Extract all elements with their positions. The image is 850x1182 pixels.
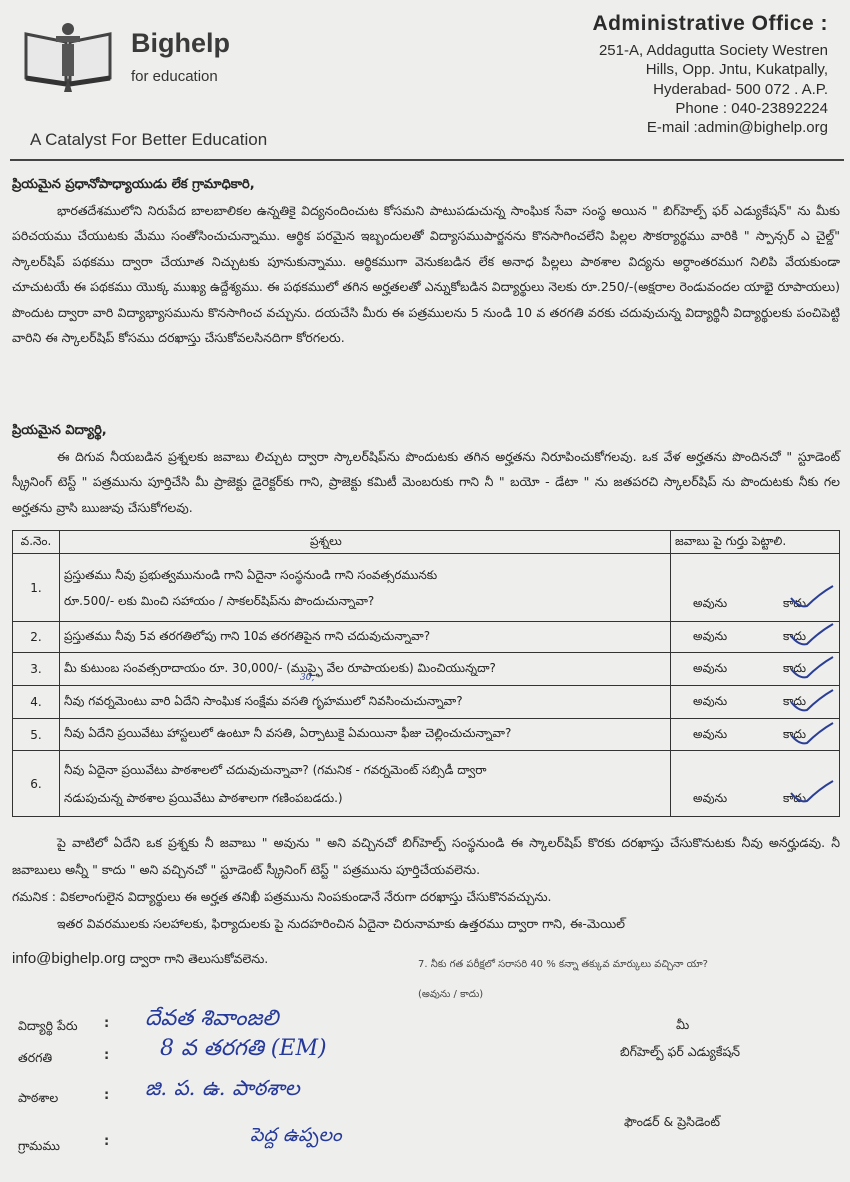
question-text: ప్రస్తుతము నీవు 5వ తరగతిలోపు గాని 10వ తరగతిపైన గాని చదువుచున్నావా? [60,622,671,653]
row-number: 1. [13,554,60,622]
table-row [13,751,840,817]
yes-option[interactable]: అవును [693,661,728,675]
field-colon: : [104,1048,110,1063]
no-option[interactable]: కాదు [783,694,807,708]
check-mark-icon [789,721,835,747]
check-mark-icon [789,622,835,648]
contact-email-line [12,950,268,970]
check-mark-icon [789,655,835,681]
village-value[interactable]: పెద్ద ఉప్పలం [250,1124,342,1146]
question-text: నడుపుచున్న పాఠశాల ప్రయివేటు పాఠశాలగా గణింపబడదు.) [64,790,343,805]
check-mark-icon [789,584,835,610]
address-line: 251-A, Addagutta Society Westren [598,42,828,59]
signoff-organization: బిగ్‌హెల్ప్ ఫర్ ఎడ్యుకేషన్ [620,1044,741,1059]
student-name-value[interactable]: దేవత శివాంజలి [145,1006,279,1031]
intro-section [12,172,840,351]
question-text: నీవు ఏదైనా ప్రయివేటు పాఠశాలలో చదువుచున్నావా? (గమనిక - గవర్నమెంట్ సబ్సిడీ ద్వారా [64,762,487,777]
contact-email-suffix: ద్వారా గాని తెలుసుకోవలెను. [129,951,269,966]
question-cell [60,751,671,817]
bighelp-logo [22,22,114,94]
header-divider [10,159,844,161]
yes-option[interactable]: అవును [693,694,728,708]
table-row [13,686,840,719]
answer-cell[interactable] [671,751,840,817]
student-section [12,418,840,520]
signoff-mee: మీ [676,1017,690,1032]
office-address [592,12,828,137]
office-title: Administrative Office : [592,12,828,35]
disabled-note: గమనిక : వికలాంగులైన విద్యార్థులు ఈ అర్హత తనిఖీ పత్రమును నింపకుండానే నేరుగా దరఖాస్తు చేసుకొనవచ్చును. [12,889,552,904]
table-row [13,554,840,622]
table-header-row [13,531,840,554]
brand-name: Bighelp [131,28,230,58]
no-option[interactable]: కాదు [783,596,807,610]
eligibility-note: పై వాటిలో ఏదేని ఒక ప్రశ్నకు నీ జవాబు " అవును " అని వచ్చినచో బిగ్‌హెల్ప్ సంస్థనుండి ఈ స్కాలర్‌షిప్ కొరకు దరఖాస్తు చేసుకొనుటకు నీవు అనర్హుడవు. నీ జవాబులు అన్నీ " కాదు " అని వచ్చినచో " స్టూడెంట్ స్క్రీనింగ్ టెస్ట్ " పత్రమును పూర్తిచేయవలెను. [12,835,840,877]
school-value[interactable]: జి. ప. ఉ. పాఠశాల [145,1076,300,1100]
check-mark-icon [789,779,835,805]
field-label-school: పాఠశాల [18,1090,59,1105]
question-cell [60,554,671,622]
question-cell [60,653,671,686]
salutation-headmaster: ప్రియమైన ప్రధానోపాధ్యాయుడు లేక గ్రామాధికారి, [12,177,255,192]
question-text: మీ కుటుంబ సంవత్సరాదాయం రూ. 30,000/- (ముప్ఫై వేల రూపాయలకు) మించియున్నదా? [64,660,496,675]
student-paragraph: ఈ దిగువ నీయబడిన ప్రశ్నలకు జవాబు లిచ్చుట ద్వారా స్కాలర్‌షిప్‌ను పొందుటకు తగిన అర్హతను నిరూపించుకోగలవు. ఒక వేళ అర్హతను పొందినచో " స్టూడెంట్ స్క్రీనింగ్ టెస్ట్ " పత్రమును పూర్తిచేసి మీ ప్రాజెక్టు డైరెక్టర్‌కు గాని, ప్రాజెక్టు కమిటీ మెంబరుకు గాని నీ " బయో - డేటా " ను జతపరచి స్కాలర్‌షిప్ ను పొందుటకు నీకు గల అర్హతను వ్రాసి ఋజువు చేసుకోగలవు. [12,448,840,515]
no-option[interactable]: కాదు [783,629,807,643]
signoff-title: ఫౌండర్ & ప్రెసిడెంట్ [624,1114,720,1129]
salutation-student: ప్రియమైన విద్యార్థి, [12,423,107,438]
yes-option[interactable]: అవును [693,727,728,741]
answer-cell[interactable] [671,622,840,653]
table-row [13,622,840,653]
yes-option[interactable]: అవును [693,629,728,643]
column-header-questions: ప్రశ్నలు [60,531,671,554]
answer-cell[interactable] [671,653,840,686]
phone-line: Phone : 040-23892224 [675,99,828,117]
answer-cell[interactable] [671,719,840,751]
contact-email[interactable]: info@bighelp.org [12,950,126,967]
eligibility-table [12,530,840,817]
table-row [13,653,840,686]
yes-option[interactable]: అవును [693,596,728,610]
column-header-number: వ.నెం. [13,531,60,554]
row-number: 4. [13,686,60,719]
row-number: 5. [13,719,60,751]
field-label-village: గ్రామము [18,1138,60,1153]
column-header-answer: జవాబు పై గుర్తు పెట్టాలి. [671,531,840,554]
contact-note: ఇతర వివరములకు సలహాలకు, ఫిర్యాదులకు పై నుదహరించిన ఏదైనా చిరునామాకు ఉత్తరము ద్వారా గాని, ఈ-మెయిల్ [57,916,626,931]
question-7: 7. నీకు గత పరీక్షలో సరాసరి 40 % కన్నా తక్కువ మార్కులు వచ్చినా యా? (అవును / కాదు) [418,959,708,1000]
question-text: నీవు ఏదేని ప్రయివేటు హాస్టలులో ఉంటూ నీ వసతి, ఏర్పాటుకై ఏమయినా ఫీజు చెల్లించుచున్నావా? [60,719,671,751]
email-line: E-mail :admin@bighelp.org [646,119,828,137]
tagline: A Catalyst For Better Education [30,130,268,149]
no-option[interactable]: కాదు [783,727,807,741]
row-number: 2. [13,622,60,653]
address-line: Hyderabad- 500 072 . A.P. [653,80,828,98]
field-colon: : [104,1016,110,1031]
question-text: ప్రస్తుతము నీవు ప్రభుత్వమునుండి గాని ఏదైనా సంస్థనుండి గాని సంవత్సరమునకు [64,567,438,582]
class-value[interactable]: 8 వ తరగతి (EM) [160,1036,327,1061]
table-row [13,719,840,751]
yes-option[interactable]: అవును [693,791,728,805]
check-mark-icon [789,688,835,714]
brand-subtitle: for education [131,68,218,85]
row-number: 3. [13,653,60,686]
field-label-class: తరగతి [18,1050,53,1065]
intro-paragraph: భారతదేశములోని నిరుపేద బాలబాలికల ఉన్నతికై విద్యనందించుట కోసమని పాటుపడుచున్న సాంఘిక సేవా సంస్థ అయిన " బిగ్‌హెల్ప్ ఫర్ ఎడ్యుకేషన్" ను మీకు పరిచయము చేయుటకు మేము సంతోసించుచున్నాము. ఆర్థిక పరమైన ఇబ్బందులతో విద్యాసముపార్జనను కొనసాగించలేని పిల్లల సౌకర్యార్థము వారికి " స్పాన్సర్ ఎ చైల్డ్" స్కాలర్‌షిప్ పథకము ద్వారా చేయూత నిచ్చుటకు పూనుకున్నాము. ఆర్థికముగా వెనుకబడిన లేక అనాధ పిల్లలు పాఠశాల విద్యను అర్ధాంతరముగ నిలిపి వేయకుండా చూచుటయే ఈ పథకము యొక్క ముఖ్య ఉద్దేశ్యము. ఈ పథకములో తగిన అర్హతలతో ఎన్నుకోబడిన విద్యార్థులు నెలకు రూ.250/-(అక్షరాల రెండువందల యాభై రూపాయలు) పొందుట ద్వారా వారి విద్యాభ్యాసమును కొనసాగించ వచ్చును. దయచేసి మీరు ఈ పత్రములను 5 నుండి 10 వ తరగతి వరకు చదువుచున్న విద్యార్థినీ విద్యార్థులకు పంచిపెట్టి వారిని ఈ స్కాలర్‌షిప్ కోసము దరఖాస్తు చేసుకోవలసినదిగా కోరగలరు. [12,202,840,345]
no-option[interactable]: కాదు [783,791,807,805]
question-text: రూ.500/- లకు మించి సహాయం / సాకలర్‌షిప్‌ను పొందుచున్నావా? [64,593,375,608]
notes-section [12,829,840,937]
field-label-name: విద్యార్థి పేరు [18,1018,78,1033]
answer-cell[interactable] [671,686,840,719]
handwritten-amount: 30, [300,673,315,683]
field-colon: : [104,1134,110,1149]
row-number: 6. [13,751,60,817]
no-option[interactable]: కాదు [783,661,807,675]
field-colon: : [104,1088,110,1103]
answer-cell[interactable] [671,554,840,622]
address-line: Hills, Opp. Jntu, Kukatpally, [645,61,828,79]
question-text: నీవు గవర్నమెంటు వారి ఏదేని సాంఘిక సంక్షేమ వసతి గృహములో నివసించుచున్నావా? [60,686,671,719]
